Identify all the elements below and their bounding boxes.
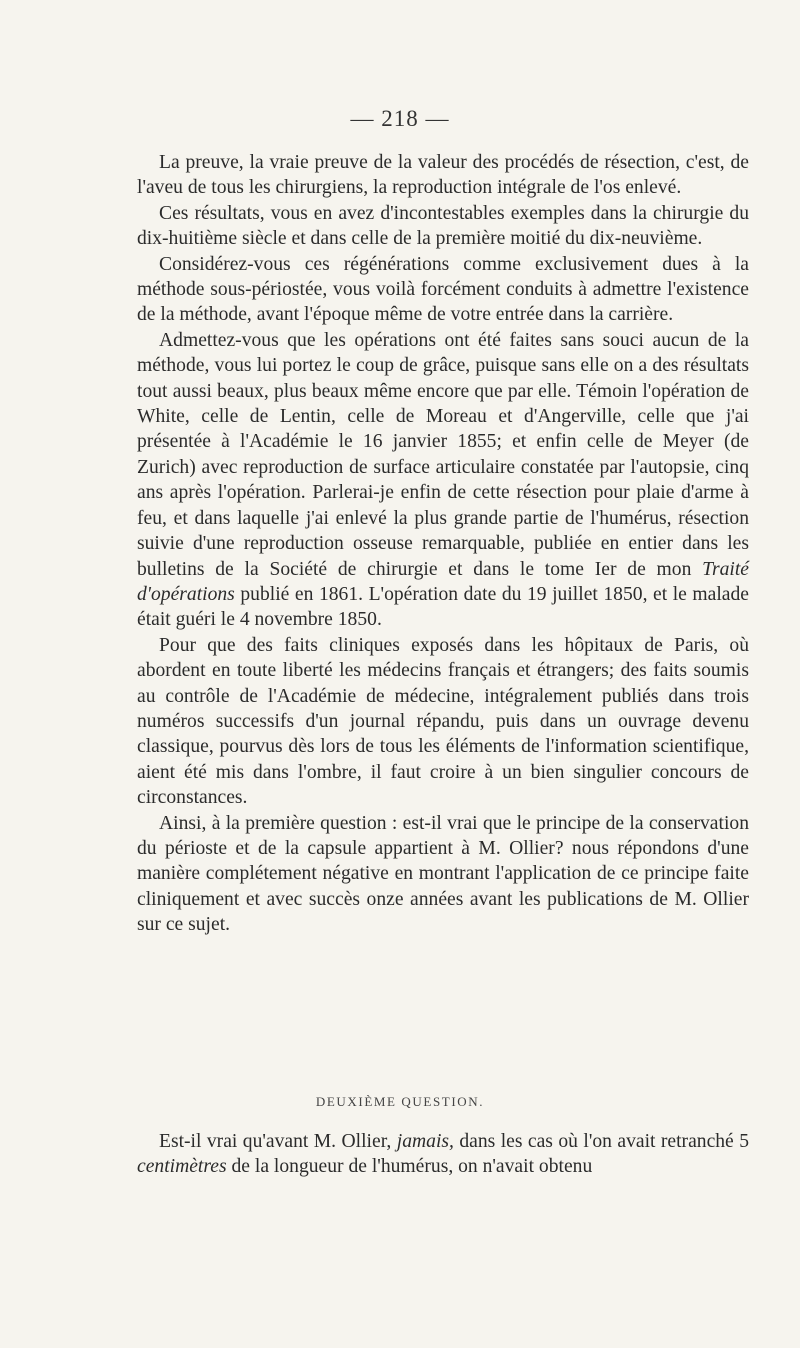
section-body bbox=[137, 1129, 749, 1180]
paragraph-text: dans les cas où l'on avait retranché 5 bbox=[453, 1131, 749, 1152]
emphasis: centimètres bbox=[137, 1156, 227, 1178]
page-number: — 218 — bbox=[350, 106, 450, 131]
paragraph-text: Admettez-vous que les opérations ont été faites sans souci aucun de la méthode, vous lui portez le coup de grâce, puisque sans elle on a des résultats tout aussi beaux, plus beaux même encore que par elle. Témoin l'opération de White, celle de Lentin, celle de Moreau et d'Angerville, celle que j'ai présentée à l'Académie le 16 janvier 1855; et enfin celle de Meyer (de Zurich) avec reproduction de surface articulaire constatée par l'autopsie, cinq ans après l'opération. Parlerai-je enfin de cette résection pour plaie d'arme à feu, et dans laquelle j'ai enlevé la plus grande partie de l'humérus, résection suivie d'une reproduction osseuse remarquable, publiée en entier dans les bulletins de la Société de chirurgie et dans le tome Ier de mon bbox=[137, 329, 749, 580]
paragraph bbox=[137, 328, 749, 633]
paragraph-text: Est-il vrai qu'avant M. Ollier, bbox=[159, 1131, 397, 1152]
paragraph-text: de la longueur de l'humérus, on n'avait obtenu bbox=[226, 1156, 593, 1178]
paragraph: Ainsi, à la première question : est-il vrai que le principe de la conservation du périoste et de la capsule appartient à M. Ollier? nous répondons d'une manière complétement négative en montrant l'application de ce principe faite cliniquement et avec succès onze années avant les publications de M. Ollier sur ce sujet. bbox=[137, 812, 749, 936]
book-title: Traité d'opérations bbox=[137, 558, 749, 605]
paragraph-text: publié en 1861. L'opération date du 19 juillet 1850, et le malade était guéri le 4 novembre 1850. bbox=[137, 583, 749, 631]
section-heading: DEUXIÈME QUESTION. bbox=[315, 1094, 485, 1109]
emphasis: jamais, bbox=[396, 1131, 454, 1152]
paragraph: Ces résultats, vous en avez d'incontestables exemples dans la chirurgie du dix-huitième siècle et dans celle de la première moitié du dix-neuvième. bbox=[137, 202, 749, 250]
paragraph bbox=[137, 1129, 749, 1180]
body-text bbox=[137, 150, 749, 938]
paragraph: Considérez-vous ces régénérations comme exclusivement dues à la méthode sous-périostée, vous voilà forcément conduits à admettre l'existence de la méthode, avant l'époque même de votre entrée dans la carrière. bbox=[137, 253, 749, 326]
paragraph: La preuve, la vraie preuve de la valeur des procédés de résection, c'est, de l'aveu de tous les chirurgiens, la reproduction intégrale de l'os enlevé. bbox=[137, 152, 749, 199]
paragraph: Pour que des faits cliniques exposés dans les hôpitaux de Paris, où abordent en toute liberté les médecins français et étrangers; des faits soumis au contrôle de l'Académie de médecine, intégralement publiés dans trois numéros successifs d'un journal répandu, puis dans un ouvrage devenu classique, pourvus dès lors de tous les éléments de l'information scientifique, aient été mis dans l'ombre, il faut croire à un bien singulier concours de circonstances. bbox=[137, 634, 749, 809]
